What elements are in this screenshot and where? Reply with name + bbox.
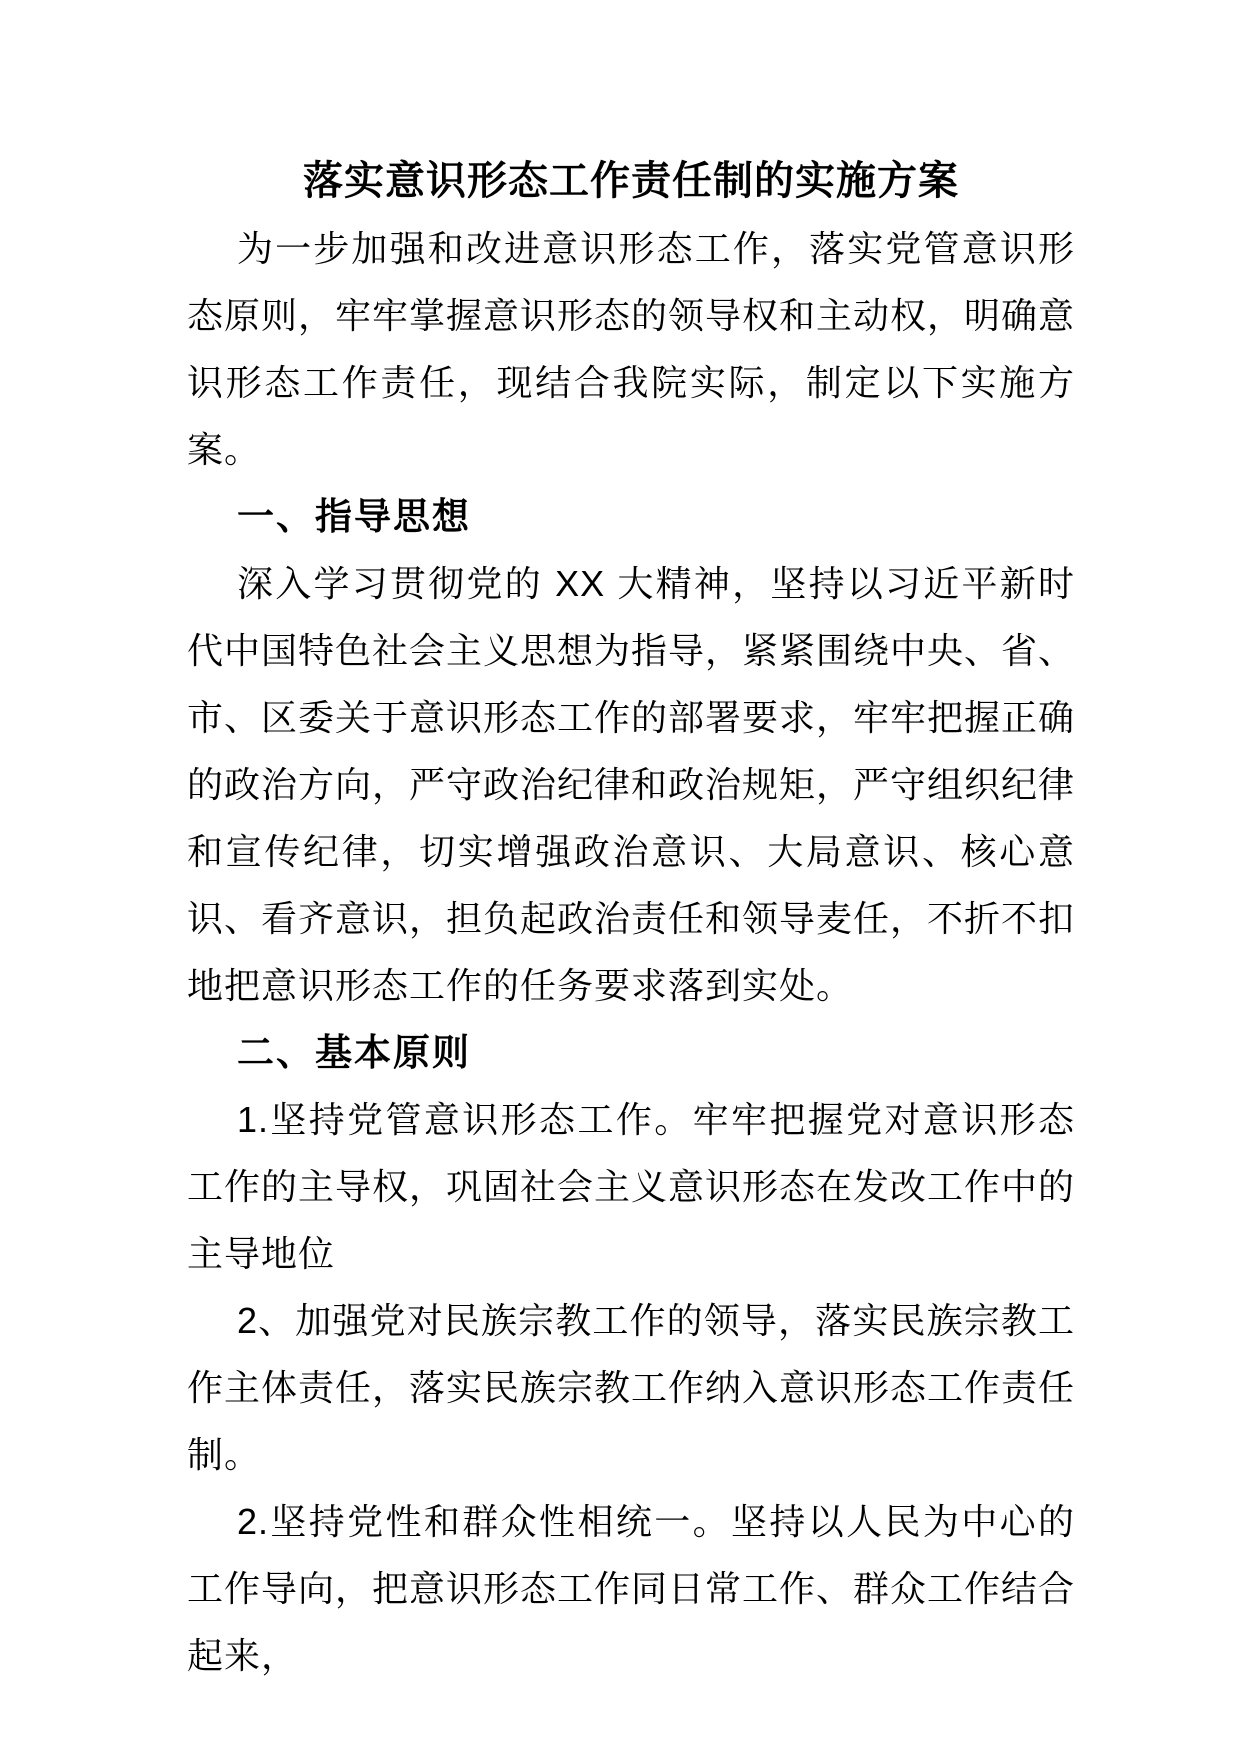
basic-principle-paragraph-1: 1.坚持党管意识形态工作。牢牢把握党对意识形态工作的主导权，巩固社会主义意识形态在发改工作中的主导地位 bbox=[187, 1099, 1076, 1274]
section-heading-basic-principles: 二、基本原则 bbox=[237, 1032, 471, 1073]
basic-principle-paragraph-3: 2.坚持党性和群众性相统一。坚持以人民为中心的工作导向，把意识形态工作同日常工作、群众工作结合起来， bbox=[187, 1501, 1076, 1676]
section-heading-guiding-ideology: 一、指导思想 bbox=[237, 496, 471, 537]
intro-paragraph: 为一步加强和改进意识形态工作，落实党管意识形态原则，牢牢掌握意识形态的领导权和主动权，明确意识形态工作责任，现结合我院实际，制定以下实施方案。 bbox=[187, 228, 1076, 470]
document-title: 落实意识形态工作责任制的实施方案 bbox=[303, 159, 959, 203]
basic-principle-paragraph-2: 2、加强党对民族宗教工作的领导，落实民族宗教工作主体责任，落实民族宗教工作纳入意识形态工作责任制。 bbox=[187, 1300, 1076, 1475]
guiding-ideology-paragraph: 深入学习贯彻党的 XX 大精神，坚持以习近平新时代中国特色社会主义思想为指导，紧紧围绕中央、省、市、区委关于意识形态工作的部署要求，牢牢把握正确的政治方向，严守政治纪律和政治规矩，严守组织纪律和宣传纪律，切实增强政治意识、大局意识、核心意识、看齐意识，担负起政治责任和领导麦任，不折不扣地把意识形态工作的任务要求落到实处。 bbox=[187, 563, 1076, 1006]
